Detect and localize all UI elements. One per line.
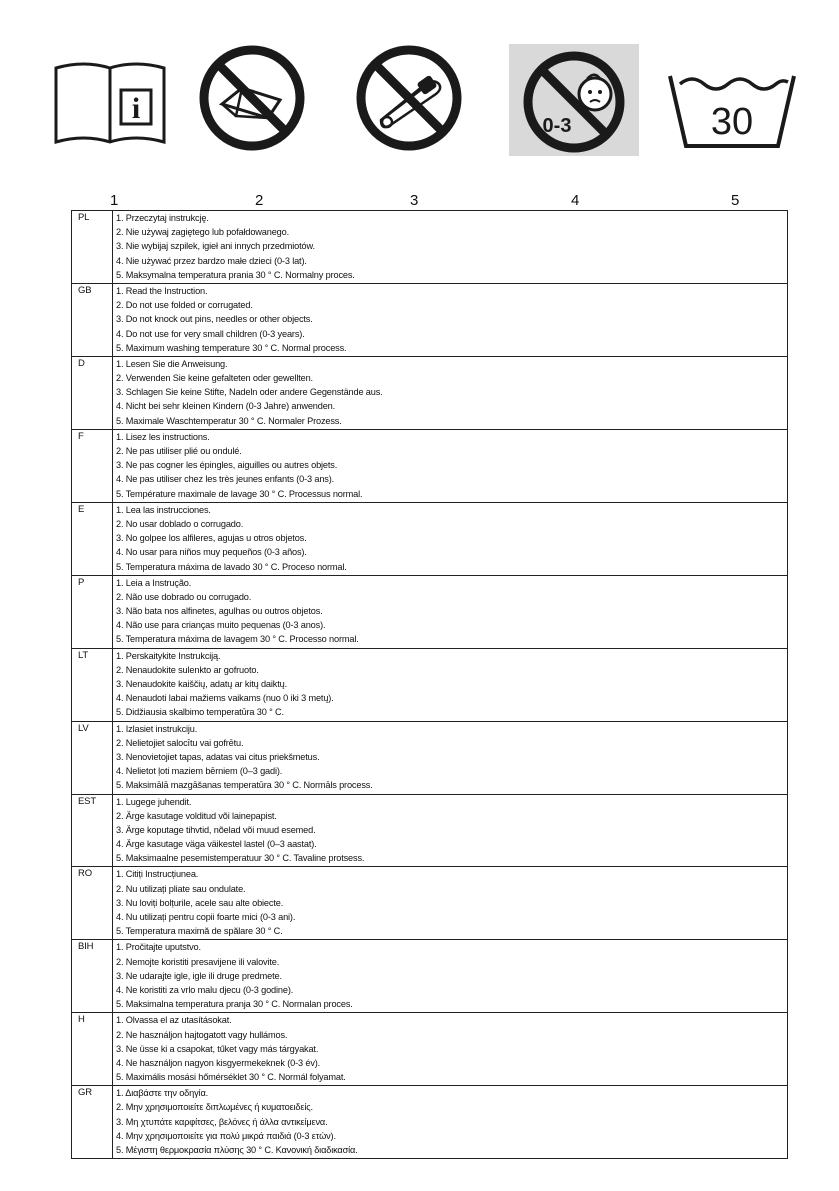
pictogram-strip — [0, 0, 839, 209]
instruction-line: 3. Ne udarajte igle, igle ili druge predmete. — [116, 970, 282, 981]
table-row — [72, 575, 788, 648]
no-folded-icon — [196, 44, 308, 154]
table-row — [72, 1013, 788, 1086]
icon-number-1: 1 — [110, 192, 119, 209]
instruction-line: 1. Διαβάστε την οδηγία. — [116, 1088, 209, 1099]
instruction-line: 4. Nelietot ļoti maziem bērniem (0–3 gadi). — [116, 766, 283, 777]
instruction-line: 3. Nenovietojiet tapas, adatas vai citus priekšmetus. — [116, 751, 320, 762]
table-row — [72, 429, 788, 502]
instruction-line: 5. Temperatura máxima de lavagem 30 ° C. Processo normal. — [116, 634, 359, 645]
instruction-line: 2. Μην χρησιμοποιείτε διπλωμένες ή κυματοειδείς. — [116, 1102, 313, 1113]
instruction-line: 1. Olvassa el az utasításokat. — [116, 1015, 232, 1026]
instructions-table — [71, 210, 788, 1159]
table-row — [72, 356, 788, 429]
instruction-line: 1. Pročitajte uputstvo. — [116, 942, 201, 953]
language-code: BIH — [72, 940, 113, 1013]
instruction-line: 5. Temperatura máxima de lavado 30 ° C. Proceso normal. — [116, 561, 347, 572]
instruction-line: 1. Lea las instrucciones. — [116, 504, 211, 515]
instruction-line: 5. Μέγιστη θερμοκρασία πλύσης 30 ° C. Κανονική διαδικασία. — [116, 1145, 358, 1155]
table-row — [72, 1086, 788, 1159]
instruction-line: 2. Nemojte koristiti presavijene ili valovite. — [116, 956, 280, 967]
instruction-line: 3. Μη χτυπάτε καρφίτσες, βελόνες ή άλλα αντικείμενα. — [116, 1116, 328, 1127]
instruction-line: 4. Ne pas utiliser chez les très jeunes enfants (0-3 ans). — [116, 474, 335, 485]
instruction-line: 2. Não use dobrado ou corrugado. — [116, 591, 252, 602]
language-code: PL — [72, 211, 113, 284]
instruction-line: 5. Didžiausia skalbimo temperatūra 30 ° C. — [116, 707, 284, 718]
language-code: LV — [72, 721, 113, 794]
instruction-line: 4. No usar para niños muy pequeños (0-3 años). — [116, 547, 307, 558]
instruction-lines — [113, 356, 788, 429]
instruction-line: 2. Ne pas utiliser plié ou ondulé. — [116, 446, 242, 456]
instruction-lines — [113, 794, 788, 867]
icon-number-5: 5 — [731, 192, 740, 209]
instruction-line: 2. Verwenden Sie keine gefalteten oder gewellten. — [116, 373, 313, 384]
no-pins-icon — [353, 44, 465, 154]
instruction-line: 2. No usar doblado o corrugado. — [116, 518, 244, 529]
instruction-line: 1. Read the Instruction. — [116, 285, 208, 296]
instruction-lines — [113, 502, 788, 575]
instruction-line: 2. Nenaudokite sulenkto ar gofruoto. — [116, 664, 259, 675]
instruction-lines — [113, 648, 788, 721]
instruction-lines — [113, 1086, 788, 1159]
instruction-line: 1. Leia a Instrução. — [116, 577, 192, 588]
not-for-0-3-icon — [509, 44, 639, 154]
instruction-line: 1. Lisez les instructions. — [116, 431, 210, 442]
language-code: LT — [72, 648, 113, 721]
language-code: EST — [72, 794, 113, 867]
language-code: E — [72, 502, 113, 575]
instruction-line: 1. Perskaitykite Instrukciją. — [116, 650, 221, 661]
info-letter: i — [131, 92, 141, 125]
wash-30-icon — [666, 44, 798, 154]
instruction-lines — [113, 940, 788, 1013]
age-range-label: 0-3 — [542, 115, 572, 137]
wash-temperature-label: 30 — [710, 101, 754, 143]
instruction-line: 1. Lugege juhendit. — [116, 796, 192, 807]
instruction-line: 1. Przeczytaj instrukcję. — [116, 213, 209, 223]
instruction-line: 5. Maksimalna temperatura pranja 30 ° C. Normalan proces. — [116, 999, 353, 1010]
table-row — [72, 502, 788, 575]
instruction-line: 3. Nenaudokite kaiščių, adatų ar kitų daiktų. — [116, 679, 287, 689]
instruction-line: 3. Schlagen Sie keine Stifte, Nadeln oder andere Gegenstände aus. — [116, 387, 383, 398]
instruction-line: 4. Μην χρησιμοποιείτε για πολύ μικρά παιδιά (0-3 ετών). — [116, 1130, 336, 1141]
language-code: RO — [72, 867, 113, 940]
instruction-line: 4. Não use para crianças muito pequenas (0-3 anos). — [116, 620, 326, 631]
instruction-line: 3. Ärge koputage tihvtid, nõelad või muud esemed. — [116, 824, 316, 835]
language-code: D — [72, 356, 113, 429]
instruction-lines — [113, 1013, 788, 1086]
instruction-line: 2. Do not use folded or corrugated. — [116, 300, 253, 311]
instruction-line: 5. Maximális mosási hőmérséklet 30 ° C. Normál folyamat. — [116, 1072, 346, 1083]
instruction-line: 4. Ne koristiti za vrlo malu djecu (0-3 godine). — [116, 984, 294, 995]
instruction-lines — [113, 211, 788, 284]
instruction-line: 5. Maksimālā mazgāšanas temperatūra 30 ° C. Normāls process. — [116, 780, 373, 791]
instruction-line: 5. Maximale Waschtemperatur 30 ° C. Normaler Prozess. — [116, 415, 342, 426]
instruction-lines — [113, 575, 788, 648]
instruction-line: 1. Izlasiet instrukciju. — [116, 723, 198, 734]
instruction-line: 1. Citiți Instrucțiunea. — [116, 869, 199, 880]
instruction-line: 5. Maksymalna temperatura prania 30 ° C. Normalny proces. — [116, 269, 355, 280]
instruction-line: 2. Nu utilizați pliate sau ondulate. — [116, 883, 246, 894]
instruction-line: 4. Nu utilizați pentru copii foarte mici (0-3 ani). — [116, 912, 296, 922]
instruction-line: 3. Nu loviți bolțurile, acele sau alte obiecte. — [116, 897, 284, 908]
instruction-line: 3. Ne üsse ki a csapokat, tűket vagy más tárgyakat. — [116, 1043, 319, 1054]
instruction-line: 5. Maximum washing temperature 30 ° C. Normal process. — [116, 342, 347, 353]
language-code: F — [72, 429, 113, 502]
instruction-line: 2. Nelietojiet salocītu vai gofrētu. — [116, 737, 244, 748]
table-row — [72, 867, 788, 940]
instruction-line: 2. Ärge kasutage volditud või lainepapist. — [116, 810, 277, 821]
language-code: GB — [72, 283, 113, 356]
instruction-line: 3. Nie wybijaj szpilek, igieł ani innych przedmiotów. — [116, 241, 315, 252]
instruction-line: 3. No golpee los alfileres, agujas u otros objetos. — [116, 533, 307, 544]
instructions-table-body — [72, 211, 788, 1159]
read-instructions-icon — [54, 44, 166, 154]
table-row — [72, 283, 788, 356]
table-row — [72, 721, 788, 794]
table-row — [72, 211, 788, 284]
instruction-line: 3. Do not knock out pins, needles or other objects. — [116, 314, 313, 325]
language-code: P — [72, 575, 113, 648]
instruction-line: 5. Température maximale de lavage 30 ° C. Processus normal. — [116, 488, 363, 499]
language-code: H — [72, 1013, 113, 1086]
instruction-lines — [113, 721, 788, 794]
icon-number-3: 3 — [410, 192, 419, 209]
instruction-line: 5. Maksimaalne pesemistemperatuur 30 ° C. Tavaline protsess. — [116, 853, 365, 864]
language-code: GR — [72, 1086, 113, 1159]
table-row — [72, 940, 788, 1013]
instruction-line: 5. Temperatura maximă de spălare 30 ° C. — [116, 926, 283, 937]
table-row — [72, 648, 788, 721]
instruction-line: 4. Nicht bei sehr kleinen Kindern (0-3 Jahre) anwenden. — [116, 401, 336, 412]
instruction-line: 3. Ne pas cogner les épingles, aiguilles ou autres objets. — [116, 460, 338, 471]
instruction-line: 4. Ne használjon nagyon kisgyermekeknek (0-3 év). — [116, 1057, 321, 1068]
instruction-line: 1. Lesen Sie die Anweisung. — [116, 358, 228, 369]
table-row — [72, 794, 788, 867]
instruction-line: 3. Não bata nos alfinetes, agulhas ou outros objetos. — [116, 606, 323, 617]
instruction-line: 2. Ne használjon hajtogatott vagy hullámos. — [116, 1029, 288, 1040]
icon-number-2: 2 — [255, 192, 264, 209]
icon-number-4: 4 — [571, 192, 580, 209]
instruction-line: 4. Do not use for very small children (0-3 years). — [116, 328, 305, 339]
instruction-line: 4. Ärge kasutage väga väikestel lastel (0–3 aastat). — [116, 839, 317, 850]
instruction-lines — [113, 867, 788, 940]
instruction-lines — [113, 283, 788, 356]
instruction-line: 2. Nie używaj zagiętego lub pofałdowanego. — [116, 227, 289, 238]
instruction-line: 4. Nie używać przez bardzo małe dzieci (0-3 lat). — [116, 255, 307, 266]
instruction-line: 4. Nenaudoti labai mažiems vaikams (nuo 0 iki 3 metų). — [116, 693, 334, 704]
instruction-lines — [113, 429, 788, 502]
